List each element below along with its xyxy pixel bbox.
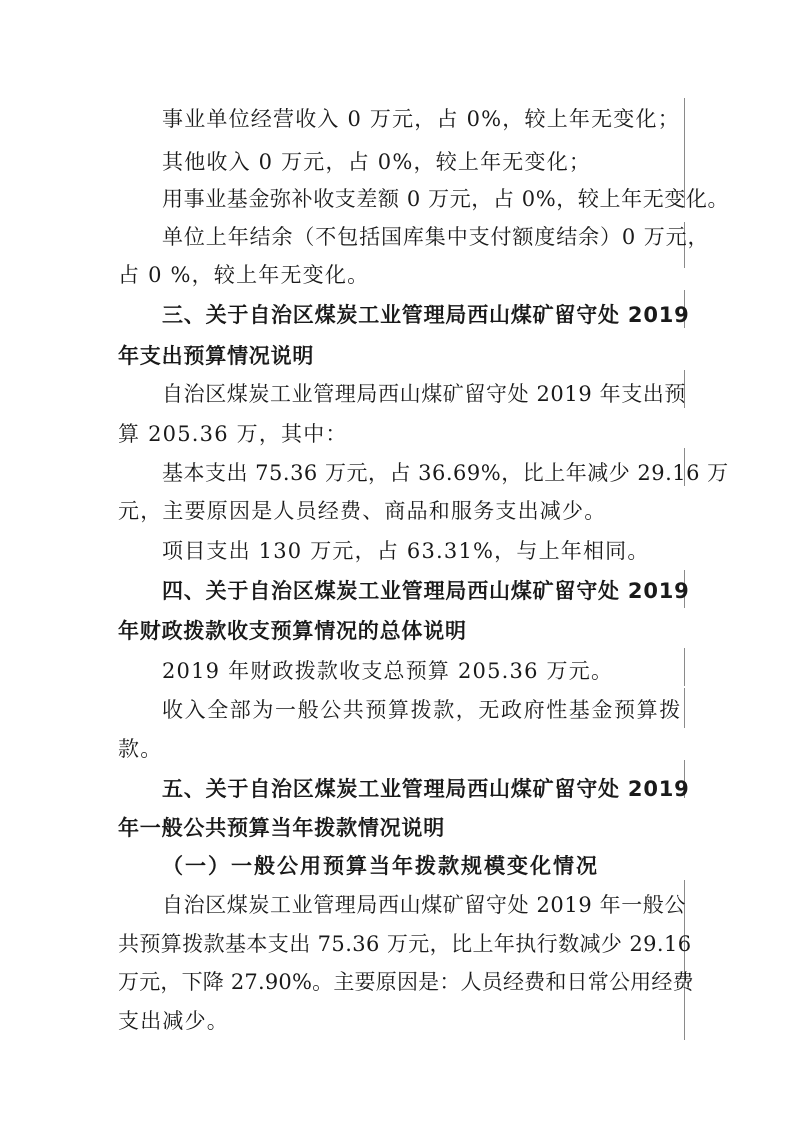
paragraph-line: 其他收入 0 万元，占 0%，较上年无变化；: [162, 150, 592, 174]
paragraph-line: 支出减少。: [118, 1009, 229, 1033]
paragraph-line: 元，主要原因是人员经费、商品和服务支出减少。: [118, 499, 607, 523]
section-heading: 五、关于自治区煤炭工业管理局西山煤矿留守处 2019: [162, 777, 690, 801]
section-heading: 年一般公共预算当年拨款情况说明: [118, 816, 445, 840]
paragraph-line: 事业单位经营收入 0 万元，占 0%，较上年无变化；: [162, 107, 680, 131]
paragraph-line: 共预算拨款基本支出 75.36 万元，比上年执行数减少 29.16: [118, 932, 692, 956]
paragraph-line: 收入全部为一般公共预算拨款，无政府性基金预算拨: [162, 698, 682, 722]
paragraph-line: 自治区煤炭工业管理局西山煤矿留守处 2019 年支出预: [162, 382, 686, 406]
section-heading: 四、关于自治区煤炭工业管理局西山煤矿留守处 2019: [162, 579, 690, 603]
paragraph-line: 算 205.36 万，其中：: [118, 422, 348, 446]
paragraph-line: 单位上年结余（不包括国库集中支付额度结余）0 万元，: [162, 225, 710, 249]
section-heading: 年支出预算情况说明: [118, 344, 315, 368]
paragraph-line: 占 0 %，较上年无变化。: [118, 263, 370, 287]
margin-bar: [684, 648, 685, 686]
section-heading: 年财政拨款收支预算情况的总体说明: [118, 619, 467, 643]
paragraph-line: 用事业基金弥补收支差额 0 万元，占 0%，较上年无变化。: [162, 187, 730, 211]
paragraph-line: 基本支出 75.36 万元，占 36.69%，比上年减少 29.16 万: [162, 461, 729, 485]
section-heading: 三、关于自治区煤炭工业管理局西山煤矿留守处 2019: [162, 303, 690, 327]
paragraph-line: 项目支出 130 万元，占 63.31%，与上年相同。: [162, 539, 650, 563]
margin-bar: [684, 688, 685, 728]
subsection-heading: （一）一般公用预算当年拨款规模变化情况: [162, 854, 599, 878]
paragraph-line: 款。: [118, 737, 163, 761]
paragraph-line: 万元，下降 27.90%。主要原因是：人员经费和日常公用经费: [118, 970, 694, 994]
paragraph-line: 2019 年财政拨款收支总预算 205.36 万元。: [162, 659, 614, 683]
paragraph-line: 自治区煤炭工业管理局西山煤矿留守处 2019 年一般公: [162, 893, 686, 917]
